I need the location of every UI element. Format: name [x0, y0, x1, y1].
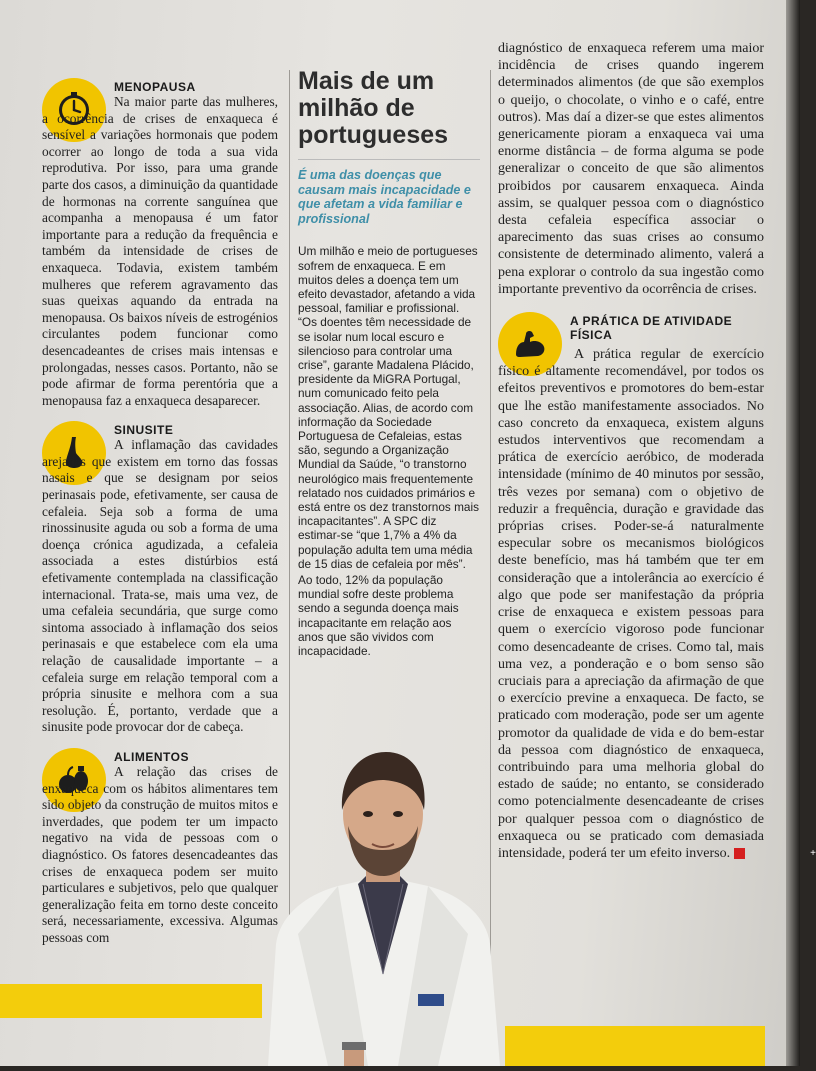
section-title: A PRÁTICA DE ATIVIDADE FÍSICA	[570, 314, 733, 343]
section-title: SINUSITE	[114, 423, 174, 438]
sidebar-subhead: É uma das doenças que causam mais incapacidade e que afetam a vida familiar e profissional	[298, 159, 480, 226]
section-atividade-fisica	[498, 312, 816, 862]
sidebar-paragraph: Ao todo, 12% da população mundial sofre deste problema sendo a segunda doença mais incapacitante em relação aos anos que são vividos com incapacidade.	[298, 573, 459, 659]
section-body: A relação das crises de enxaqueca com os hábitos alimentares tem sido objeto da construção de muitos mitos e inverdades, que podem ter um impacto negativo na vida de pessoas com o diagnóstico. Os fatores desencadeantes das crises de enxaqueca podem ser muito particulares e subjetivos, pelo que qualquer generalização feita em torno deste conceito será, necessariamente, excessiva. Algumas pessoas com	[42, 763, 278, 945]
sidebar-headline: Mais de um milhão de portugueses	[298, 67, 449, 149]
section-sinusite	[42, 421, 278, 736]
end-mark-icon: +	[734, 848, 745, 859]
sidebar-paragraph: Um milhão e meio de portugueses sofrem de enxaqueca. E em muitos deles a doença tem um efeito devastador, afetando a vida pessoal, familiar e profissional. “Os doentes têm necessidade de se isolar num local escuro e silencioso para controlar uma crise”, garante Madalena Plácido, presidente da MiGRA Portugal, num comunicado feito pela associação. Alias, de acordo com informação da Sociedade Portuguesa de Cefaleias, estas são, segundo a Organização Mundial da Saúde, “o transtorno neurológico mais frequentemente relatado nos cuidados primários e está entre os dez transtornos mais incapacitantes”. A SPC diz estimar-se “que 1,7% a 4% da população adulta tem uma média de 15 dias de cefaleia por mês”.	[298, 244, 479, 571]
section-alimentos	[42, 748, 278, 947]
section-body: Na maior parte das mulheres, a ocorrência de crises de enxaqueca é sensível a variações hormonais que podem ocorrer ao longo de toda a sua vida reprodutiva. Por isso, para uma grande parte dos casos, a diminuição da quantidade de hormonas na corrente sanguínea que acompanha a menopausa é um fator importante para a redução da frequência e também da intensidade de crises de enxaqueca. Todavia, existem também mulheres que referem agravamento das suas queixas aquando da entrada na menopausa. Os baixos níveis de estrogénios circulantes podem funcionar como desencadeantes de crises mais intensas e prolongadas, nesses casos. Portanto, não se pode afirmar de forma perentória que a menopausa faz a enxaqueca desaparecer.	[42, 94, 278, 408]
accent-stripe	[0, 984, 262, 1018]
middle-column	[298, 68, 480, 660]
binding-shadow	[786, 0, 800, 1066]
section-body: A inflamação das cavidades arejadas que existem em torno das fossas nasais e que se designam por seios perinasais pode, efetivamente, ser causa de cefaleia. Seja sob a forma de uma rinossinusite aguda ou sob a forma de uma doença crónica agudizada, a cefaleia associada a estes distúrbios está efetivamente contemplada na classificação internacional. Trata-se, mais uma vez, de uma cefaleia secundária, que surge como sintoma associado à inflamação dos seios perinasais e que estabelece com ela uma relação de causalidade importante – a cefaleia surge em relação temporal com a própria sinusite e melhora com a sua resolução. É, portanto, verdade que a sinusite pode provocar dor de cabeça.	[42, 437, 278, 735]
continuation-text: diagnóstico de enxaqueca referem uma maior incidência de crises quando ingerem determinados alimentos (de que são exemplos o queijo, o chocolate, o vinho e o café, entre outros). Mas daí a dizer-se que estes alimentos genericamente pioram a enxaqueca vai uma enorme distância – de forma alguma se pode generalizar o conceito de que são alimentos proibidos por causarem enxaqueca. Ainda assim, se qualquer pessoa com o diagnóstico desta cefaleia específica associar o aparecimento das suas crises ao consumo consistente de determinado alimento, valerá a pena explorar o controlo da sua ingestão como importante preventivo da ocorrência de crises.	[498, 41, 764, 297]
section-body: A prática regular de exercício físico é altamente recomendável, por todos os efeitos preventivos e promotores do bem-estar que lhe estão manifestamente associados. No caso concreto da enxaqueca, existem alguns estudos interventivos que recomendam a prática de exercício aeróbico, de moderada intensidade (mínimo de 40 minutos por sessão, três vezes por semana) com o objetivo de reduzir a frequência, duração e gravidade das próprias crises. Poder-se-á naturalmente especular sobre os mecanismos biológicos deste benefício, mas há também que ter em consideração que a intolerância ao exercício é algo que pode ser manifestação da própria crise de enxaqueca e existem pessoas para quem o exercício vigoroso pode funcionar como desencadeante de crises. Como tal, mais uma vez, a ponderação e o bom senso são cruciais para a apreciação da afirmação de que o exercício previne a enxaqueca. De facto, se praticado com moderação, pode ser um agente promotor da qualidade de vida e do bem-estar da pessoa com diagnóstico de enxaqueca, contribuindo para uma melhoria global do estado de saúde; no entanto, se considerado como potencialmente desencadeante de crises por qualquer pessoa com o diagnóstico de enxaqueca ou se praticado com demasiada intensidade, poderá ter um efeito inverso.	[498, 347, 764, 861]
section-title: ALIMENTOS	[114, 749, 189, 764]
right-column	[498, 40, 816, 874]
section-title: MENOPAUSA	[114, 80, 196, 94]
left-column	[42, 78, 278, 959]
doctor-portrait-photo	[258, 744, 508, 1066]
accent-stripe	[505, 1026, 765, 1066]
section-menopausa	[42, 78, 278, 409]
